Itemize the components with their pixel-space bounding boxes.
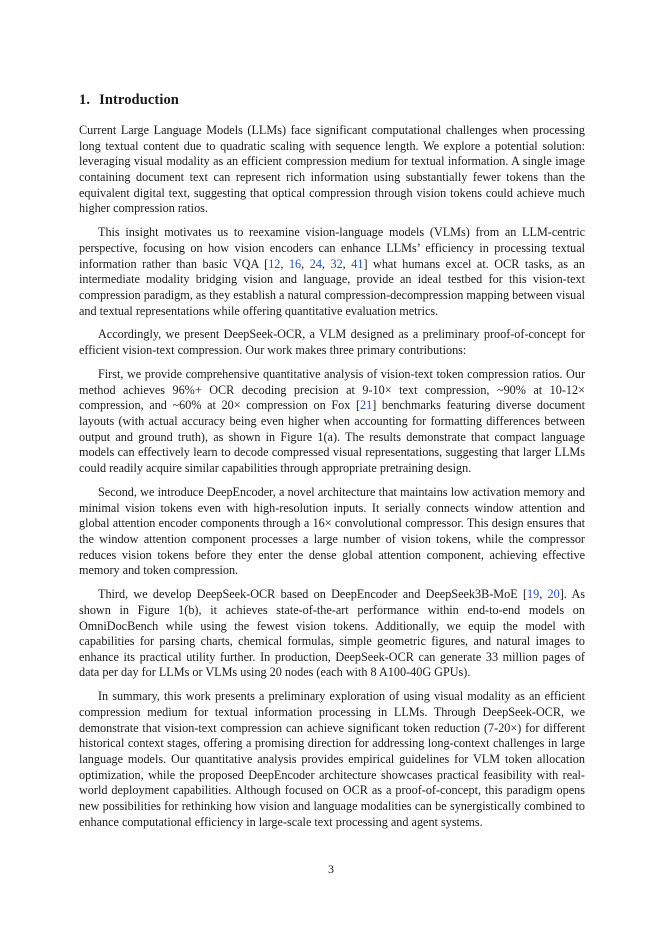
body-text <box>79 123 585 839</box>
section-number: 1. <box>79 92 91 108</box>
paragraph-intro: Current Large Language Models (LLMs) face significant computational challenges when processing long textual content due to quadratic scaling with sequence length. We explore a potential solution: leveraging visual modality as an efficient compression medium for textual information. A single image containing document text can represent rich information using substantially fewer tokens than the equivalent digital text, suggesting that optical compression through vision tokens could achieve much higher compression ratios. <box>79 123 585 216</box>
citation-link[interactable]: 21 <box>360 398 373 413</box>
section-heading <box>79 92 179 109</box>
page-number: 3 <box>328 862 334 876</box>
citation-link[interactable]: 24 <box>309 256 322 271</box>
paragraph-contribution-third: Third, we develop DeepSeek-OCR based on DeepEncoder and DeepSeek3B-MoE [19, 20]. As shown in Figure 1(b), it achieves state-of-the-art performance within end-to-end models on OmniDocBench while using the fewest vision tokens. Additionally, we equip the model with capabilities for parsing charts, chemical formulas, simple geometric figures, and natural images to enhance its practical utility further. In production, DeepSeek-OCR can generate 33 million pages of data per day for LLMs or VLMs using 20 nodes (each with 8 A100-40G GPUs). <box>79 587 585 680</box>
citation-link[interactable]: 20 <box>547 587 560 602</box>
citation-link[interactable]: 41 <box>351 256 364 271</box>
citation-link[interactable]: 19 <box>527 587 540 602</box>
paragraph-contributions-intro: Accordingly, we present DeepSeek-OCR, a VLM designed as a preliminary proof-of-concept for efficient vision-text compression. Our work makes three primary contributions: <box>79 327 585 358</box>
section-title: Introduction <box>99 92 179 108</box>
citation-link[interactable]: 16 <box>288 256 302 271</box>
paragraph-motivation: This insight motivates us to reexamine vision-language models (VLMs) from an LLM-centric perspective, focusing on how vision encoders can enhance LLMs’ efficiency in processing textual information rather than basic VQA [12, 16, 24, 32, 41] what humans excel at. OCR tasks, as an intermediate modality bridging vision and language, provide an ideal testbed for this vision-text compression paradigm, as they establish a natural compression-decompression mapping between visual and textual representations while offering quantitative evaluation metrics. <box>79 225 586 318</box>
paragraph-summary: In summary, this work presents a preliminary exploration of using visual modality as an efficient compression medium for textual information processing in LLMs. Through DeepSeek-OCR, we demonstrate that vision-text compression can achieve significant token reduction (7-20×) for different historical context stages, offering a promising direction for addressing long-context challenges in large language models. Our quantitative analysis provides empirical guidelines for VLM token allocation optimization, while the proposed DeepEncoder architecture showcases practical feasibility with real-world deployment capabilities. Although focused on OCR as a proof-of-concept, this paradigm opens new possibilities for rethinking how vision and language modalities can be synergistically combined to enhance computational efficiency in large-scale text processing and agent systems. <box>79 689 585 829</box>
paragraph-contribution-second: Second, we introduce DeepEncoder, a novel architecture that maintains low activation memory and minimal vision tokens even with high-resolution inputs. It serially connects window attention and global attention encoder components through a 16× convolutional compressor. This design ensures that the window attention component processes a large number of vision tokens, while the compressor reduces vision tokens before they enter the dense global attention component, achieving effective memory and token compression. <box>79 484 585 578</box>
citation-link[interactable]: 12 <box>268 256 281 271</box>
paragraph-contribution-first: First, we provide comprehensive quantitative analysis of vision-text token compression ratios. Our method achieves 96%+ OCR decoding precision at 9-10× text compression, ~90% at 10-12× compression, and ~60% at 20× compression on Fox [21] benchmarks featuring diverse document layouts (with actual accuracy being even higher when accounting for formatting differences between output and ground truth), as shown in Figure 1(a). The results demonstrate that compact language models can effectively learn to decode compressed visual representations, suggesting that larger LLMs could readily acquire similar capabilities through appropriate pretraining design. <box>79 367 585 476</box>
citation-link[interactable]: 32 <box>330 256 343 271</box>
